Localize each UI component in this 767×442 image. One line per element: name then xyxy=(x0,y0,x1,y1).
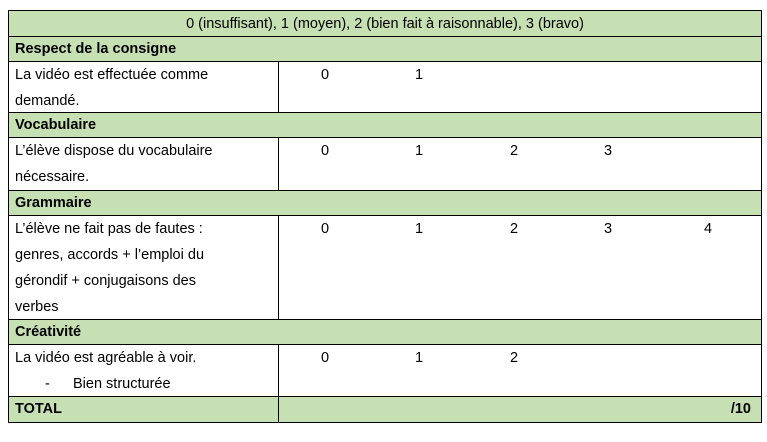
score-options xyxy=(279,138,761,190)
bullet-item xyxy=(15,371,272,397)
scale-header xyxy=(9,11,761,37)
score-option: 0 xyxy=(321,221,330,237)
criterion-line: La vidéo est agréable à voir. xyxy=(15,350,197,366)
total-row xyxy=(9,397,761,422)
total-label: TOTAL xyxy=(9,397,279,422)
criterion-line: L’élève ne fait pas de fautes : xyxy=(15,221,203,237)
score-option: 2 xyxy=(510,350,519,366)
score-option: 3 xyxy=(604,221,613,237)
section-title-grammaire xyxy=(9,191,761,216)
criterion-line: L’élève dispose du vocabulaire xyxy=(15,143,213,159)
criterion-line: demandé. xyxy=(15,93,80,109)
criterion-row-vocabulaire xyxy=(9,138,761,191)
criterion-line: La vidéo est effectuée comme xyxy=(15,67,209,83)
score-option: 1 xyxy=(415,221,424,237)
section-title-text: Créativité xyxy=(15,324,82,340)
criterion-description xyxy=(9,138,279,190)
section-title-vocabulaire xyxy=(9,113,761,138)
section-title-creativite xyxy=(9,320,761,345)
score-option: 1 xyxy=(415,350,424,366)
criterion-line: nécessaire. xyxy=(15,169,90,185)
criterion-line: gérondif + conjugaisons des xyxy=(15,273,196,289)
section-title-respect xyxy=(9,37,761,62)
section-title-text: Respect de la consigne xyxy=(15,41,177,57)
score-option: 0 xyxy=(321,67,330,83)
criterion-description xyxy=(9,62,279,112)
score-option: 4 xyxy=(704,221,713,237)
criterion-row-creativite xyxy=(9,345,761,397)
section-title-text: Vocabulaire xyxy=(15,117,97,133)
criterion-description xyxy=(9,216,279,319)
score-option: 2 xyxy=(510,143,519,159)
score-option: 1 xyxy=(415,67,424,83)
rubric-table xyxy=(8,10,762,423)
criterion-line: verbes xyxy=(15,299,59,315)
score-option: 2 xyxy=(510,221,519,237)
criterion-line: genres, accords + l’emploi du xyxy=(15,247,205,263)
scale-header-text: 0 (insuffisant), 1 (moyen), 2 (bien fait à raisonnable), 3 (bravo) xyxy=(186,16,584,32)
bullet-text: Bien structurée xyxy=(73,376,171,392)
score-options xyxy=(279,62,761,112)
score-options xyxy=(279,345,761,396)
criterion-row-grammaire xyxy=(9,216,761,320)
section-title-text: Grammaire xyxy=(15,195,92,211)
total-value: /10 xyxy=(279,397,761,422)
bullet-marker: - xyxy=(45,376,50,392)
score-option: 0 xyxy=(321,350,330,366)
criterion-description xyxy=(9,345,279,396)
score-option: 3 xyxy=(604,143,613,159)
score-option: 0 xyxy=(321,143,330,159)
score-options xyxy=(279,216,761,319)
score-option: 1 xyxy=(415,143,424,159)
criterion-row-respect xyxy=(9,62,761,113)
